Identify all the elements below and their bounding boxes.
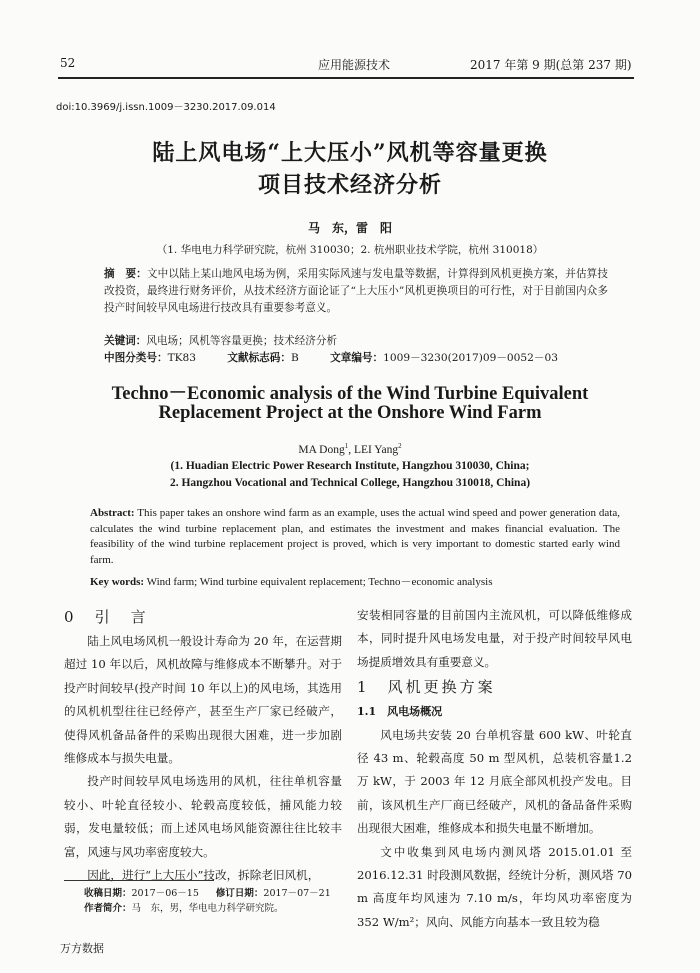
keywords-cn-label: 关键词： (104, 335, 147, 347)
wind-farm-paragraph-2: 文中收集到风电场内测风塔 2015.01.01 至 2016.12.31 时段测风数据，经统计分析，测风塔 70 m 高度年均风速为 7.10 m/s，年均风功率密度为 352 W/m²；风向、风能方向基本一致且较为稳 (357, 844, 632, 929)
doc-code-label: 文献标志码： (227, 352, 291, 364)
abstract-cn-label: 摘 要： (104, 268, 147, 280)
keywords-en-label: Key words: (90, 576, 145, 588)
authors-cn: 马 东，雷 阳 (307, 221, 392, 235)
left-column (64, 604, 342, 887)
author-separator: , (348, 443, 354, 456)
authors-en (0, 442, 700, 456)
keywords-en (90, 575, 620, 591)
keywords-cn (104, 333, 608, 350)
intro-paragraph-3: 因此，进行“上大压小”技改，拆除老旧风机， (87, 868, 320, 883)
article-no-label: 文章编号： (330, 352, 384, 364)
doi: doi:10.3969/j.issn.1009－3230.2017.09.014 (56, 102, 276, 113)
abstract-en-text: This paper takes an onshore wind farm as an example, uses the actual wind speed and power generation data, calculates the wind turbine replacement plan, and estimates the investment and makes financial evaluation. The feasibility of the wind turbine replacement project is proved, which is very important to domestic started early wind farm. (90, 507, 620, 566)
doc-code-value: B (290, 352, 299, 364)
section-1-heading (357, 674, 632, 700)
section-0-heading (64, 604, 342, 630)
right-column (357, 604, 632, 934)
section-1-1-number: 1.1 (357, 705, 377, 719)
section-1-1-title: 风电场概况 (387, 705, 443, 719)
article-no-value: 1009－3230(2017)09－0052－03 (383, 352, 558, 364)
wind-farm-paragraph-1: 风电场共安装 20 台单机容量 600 kW、叶轮直径 43 m、轮毂高度 50 m 型风机，总装机容量1.2 万 kW，于 2003 年 12 月底全部风机投产发电。目前，该风机生产厂商已经破产，风机的备品备件采购出现很大困难，维修成本和损失电量不断增加。 (357, 727, 632, 836)
clc-label: 中图分类号： (104, 352, 168, 364)
author-1-name: MA Dong (298, 443, 345, 456)
author-1-sup: 1 (344, 442, 349, 450)
abstract-en (90, 506, 620, 568)
section-0-title: 引 言 (94, 608, 149, 626)
intro-paragraph-2: 投产时间较早风电场选用的风机，往往单机容量较小、叶轮直径较小、轮毂高度较低，捕风能力较弱，发电量较低；而上述风电场风能资源往往比较丰富，风速与风功率密度较大。 (64, 774, 342, 859)
title-en-line-1: Techno－Economic analysis of the Wind Turbine Equivalent (111, 384, 589, 404)
title-cn-line-2: 项目技术经济分析 (257, 172, 442, 198)
revised-date: 2017－07－21 (263, 888, 331, 899)
author-bio: 马 东，男，华电电力科学研究院。 (131, 903, 284, 914)
watermark: 万方数据 (60, 942, 104, 955)
section-1-1-heading (357, 700, 632, 723)
section-1-number: 1 (357, 678, 370, 697)
title-en-line-2: Replacement Project at the Onshore Wind Farm (158, 403, 542, 423)
page-number: 52 (60, 56, 76, 70)
classification-line (104, 350, 608, 367)
title-cn-line-1: 陆上风电场“上大压小”风机等容量更换 (152, 140, 548, 166)
footnote-rule (64, 880, 214, 881)
journal-name: 应用能源技术 (318, 58, 391, 72)
received-date: 2017－06－15 (131, 888, 199, 899)
intro-paragraph-continued: 安装相同容量的目前国内主流风机，可以降低维修成本，同时提升风电场发电量，对于投产时间较早风电场提质增效具有重要意义。 (357, 608, 632, 669)
section-0-number: 0 (64, 608, 77, 626)
author-2-sup: 2 (398, 442, 402, 450)
footnote-dates (84, 886, 344, 901)
abstract-cn-text: 文中以陆上某山地风电场为例，采用实际风速与发电量等数据，计算得到风机更换方案，并估算技改投资，最终进行财务评价，从技术经济方面论证了“上大压小”风机更换项目的可行性，对于目前国内众多投产时间较早风电场进行技改具有重要参考意义。 (104, 268, 608, 314)
clc-value: TK83 (167, 352, 197, 364)
keywords-cn-text: 风电场；风机等容量更换；技术经济分析 (146, 335, 338, 347)
received-label: 收稿日期： (84, 888, 132, 899)
abstract-cn (104, 266, 608, 317)
affiliation-en-line-1: (1. Huadian Electric Power Research Institute, Hangzhou 310030, China; (170, 460, 530, 472)
header-rule (58, 77, 634, 79)
author-bio-label: 作者简介： (84, 903, 132, 914)
keywords-en-text: Wind farm; Wind turbine equivalent replacement; Techno－economic analysis (144, 576, 493, 588)
intro-paragraph-1: 陆上风电场风机一般设计寿命为 20 年，在运营期超过 10 年以后，风机故障与维修成本不断攀升。对于投产时间较早(投产时间 10 年以上)的风电场，其选用的风机机型往往已经停产，甚至生产厂家已经破产，使得风机备品备件的采购出现很大困难，进一步加剧维修成本与损失电量。 (64, 634, 342, 766)
affiliation-cn: （1. 华电电力科学研究院，杭州 310030；2. 杭州职业技术学院，杭州 310018） (156, 244, 544, 256)
abstract-en-label: Abstract: (90, 507, 135, 519)
revised-label: 修订日期： (215, 888, 264, 899)
affiliation-en-line-2: 2. Hangzhou Vocational and Technical College, Hangzhou 310018, China) (169, 477, 531, 489)
section-1-title: 风机更换方案 (387, 678, 496, 697)
author-2-name: LEI Yang (353, 443, 399, 456)
issue-info: 2017 年第 9 期(总第 237 期) (470, 58, 632, 72)
footnote-author (84, 901, 344, 916)
